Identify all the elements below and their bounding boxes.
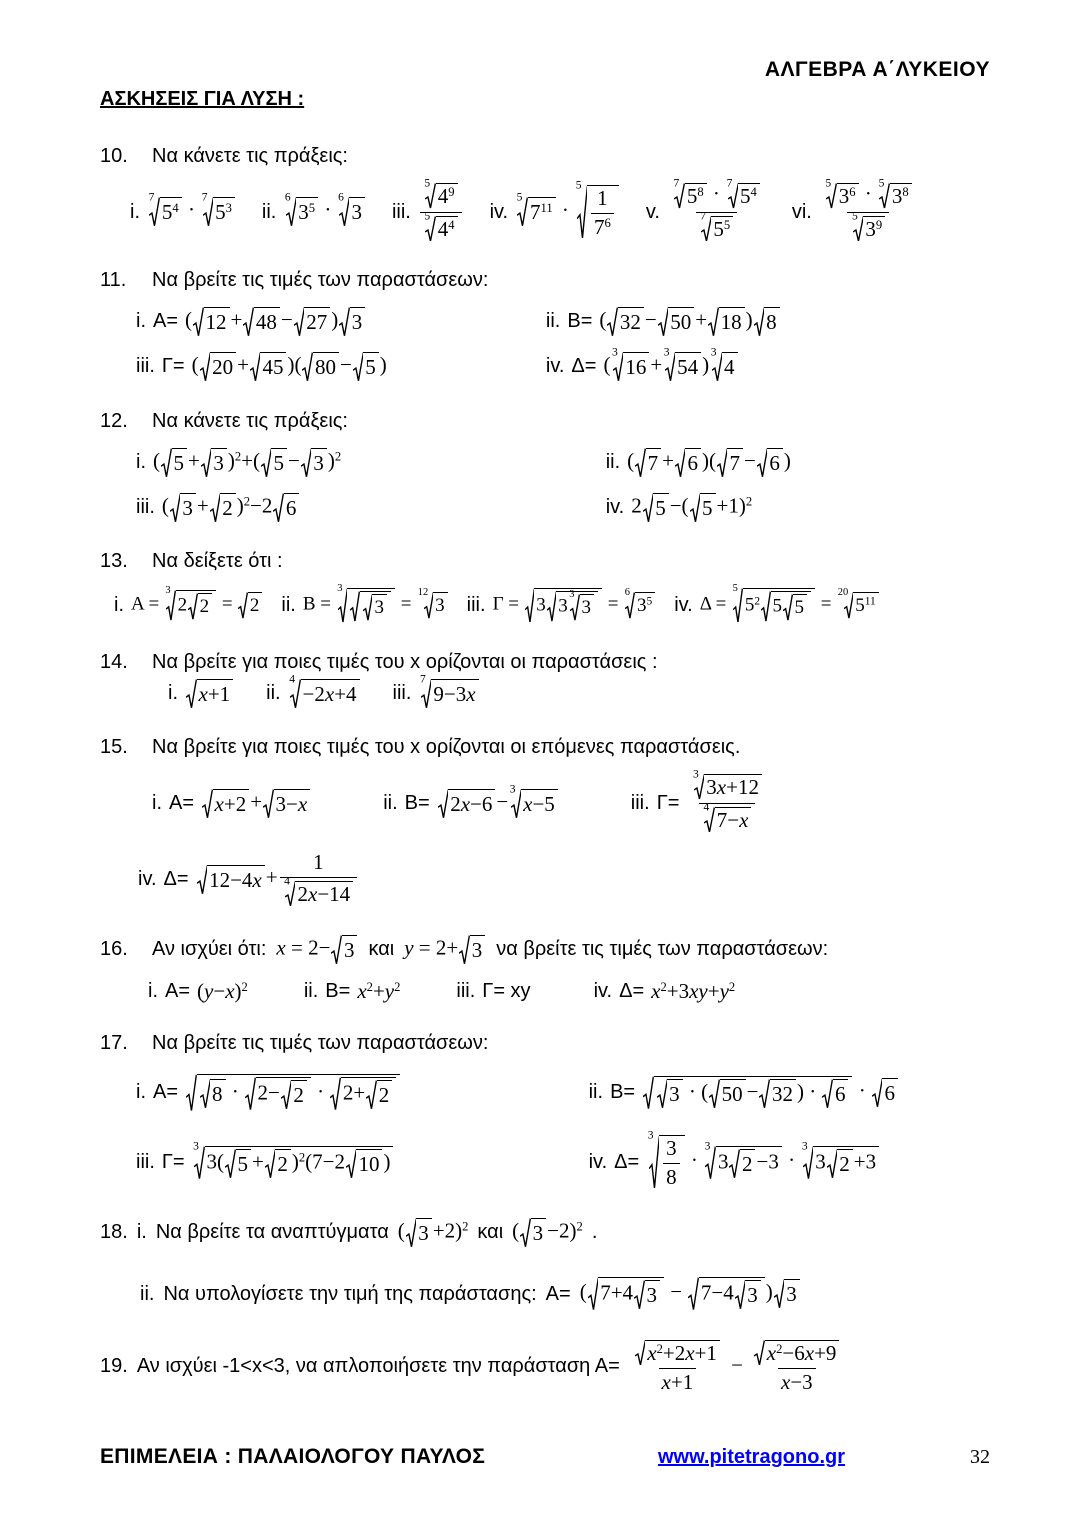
exercise-item [261,191,366,227]
item-formula: ( 7+4 3 − 7−4 3 ) 3 [580,1276,801,1311]
inline-formula: ( 3 +2)$^2$ [398,1217,469,1248]
item-prefix: B= [567,310,593,333]
exercise-item [546,306,990,337]
item-label: iii. [466,594,486,617]
item-formula: B = 3 3 = 12 3 [303,587,449,624]
exercise-item [588,1129,990,1190]
exercise-item [383,782,559,819]
item-label: i. [130,200,140,223]
item-label: iv. [605,496,625,519]
item-label: ii. [281,594,296,617]
item-formula: 3 3x+12 4 7−x [686,773,768,833]
exercise-item [136,492,606,523]
exercise-item [489,179,620,240]
exercise-number: 16. [100,938,128,961]
item-label: i. [136,310,146,333]
item-label: iv. [674,594,693,617]
item-label: ii. [261,200,277,223]
exercise-prompt: Να κάνετε τις πράξεις: [152,409,348,432]
item-prefix: Γ= [161,1150,185,1173]
item-formula: 7 9−3x [418,678,479,709]
item-prefix: Δ= [614,1150,640,1173]
exercise-item [168,678,234,709]
item-label: vi. [791,200,812,223]
item-label: iii. [136,496,155,519]
item-label: iii. [392,682,412,705]
item-label: iv. [593,979,613,1002]
item-prefix: Γ= [656,791,680,814]
item-label: v. [645,200,660,223]
exercise-number: 17. [100,1031,128,1054]
exercise-number: 11. [100,269,127,292]
exercise-prompt: Να βρείτε για ποιες τιμές του x ορίζονται οι παραστάσεις : [152,650,658,673]
item-prefix: Δ= [163,867,189,890]
item-label: ii. [266,682,281,705]
exercise-prompt: Να βρείτε τις τιμές των παραστάσεων: [152,269,489,292]
item-formula: 8 · 2− 2 · 2+ 2 [185,1073,401,1112]
item-prefix: Γ= xy [482,979,531,1002]
item-formula: 7 $5^4$ · 7 $5^3$ [147,196,236,227]
item-formula: $x^2+y^2$ [357,978,401,1003]
exercise-14 [100,651,990,709]
exercise-prompt: Να κάνετε τις πράξεις: [152,145,348,167]
item-formula: ( 32 − 50 + 18 ) 8 [599,306,780,337]
exercise-item [136,306,546,337]
item-formula: 5 $7^{11}$ · 5 $\frac{1}{7^6}$ [515,184,620,240]
item-label: ii. [588,1081,604,1103]
exercise-prompt: Να βρείτε τις τιμές των παραστάσεων: [152,1031,489,1054]
item-label: iii. [136,1150,155,1173]
exercise-13 [100,550,990,624]
exercise-12 [100,410,990,524]
item-formula: 3 · ( 50 − 32 ) · 6 · 6 [642,1075,899,1110]
item-label: i. [168,682,178,705]
exercise-number: 18. [100,1221,128,1244]
item-prefix: A= [153,1081,179,1103]
item-formula: 3 $\frac{3}{8}$ · 3 3 2 −3 · 3 3 2 +3 [646,1134,880,1190]
exercise-item [148,978,248,1005]
item-formula: A = 3 2 2 = 2 [131,589,263,622]
item-formula: 3 3( 5 + 2 )$^2$(7−2 10 ) [192,1145,395,1180]
item-prefix: Γ= [161,355,185,378]
item-formula: $\frac{x^2+2x+1}{x+1}$ − $\frac{x^2-6x+9}{x-3}$ [629,1339,846,1395]
item-prefix: A= [165,979,191,1002]
exercise-item [130,191,236,227]
exercise-prompt-part: Αν ισχύει ότι: [152,938,267,961]
item-formula: x+1 [185,678,234,709]
exercise-item [606,447,990,478]
exercise-item [645,177,766,242]
website-link[interactable]: www.pitetragono.gr [657,1445,845,1468]
inline-formula: x = 2− 3 [276,934,358,965]
exercise-prompt: Να υπολογίσετε την τιμή της παράστασης: [163,1282,537,1305]
item-formula: 2x−6 − 3 x−5 [437,788,559,819]
page-number: 32 [970,1445,990,1468]
item-prefix: Δ= [571,355,597,378]
exercise-item [281,583,448,624]
item-label: i. [136,1221,147,1244]
exercise-prompt-part: και [368,938,395,961]
exercise-number: 10. [100,145,128,167]
exercise-prompt: Να βρείτε τα αναπτύγματα [155,1221,389,1244]
exercise-prompt: Αν ισχύει -1<x<3, να απλοποιήσετε την παράσταση Α= [136,1355,620,1378]
exercise-item [266,673,360,709]
item-formula: ( 7 + 6 )( 7 − 6 ) [627,447,791,478]
item-formula: ( 12 + 48 − 27 ) 3 [185,306,366,337]
item-formula: Δ = 5 $5^2$ 5 5 = 20 $5^{11}$ [700,587,880,624]
section-title: ΑΣΚΗΣΕΙΣ ΓΙΑ ΛΥΣΗ : [100,88,305,110]
exercise-number: 12. [100,409,128,432]
credit-text: ΕΠΙΜΕΛΕΙΑ : ΠΑΛΑΙΟΛΟΓΟΥ ΠΑΥΛΟΣ [100,1445,486,1468]
exercise-prompt: Να δείξετε ότι : [152,550,283,573]
item-formula: x+2 + 3−x [201,788,311,819]
exercise-item [630,768,768,833]
item-prefix: A= [545,1282,571,1305]
exercise-prompt-part: να βρείτε τις τιμές των παραστάσεων: [496,938,829,961]
exercise-19 [100,1339,990,1395]
item-label: i. [114,594,124,617]
item-label: iv. [489,200,509,223]
item-formula: ( 3 16 + 3 54 ) 3 4 [603,351,738,382]
item-label: iii. [630,791,650,814]
item-label: iv. [588,1150,608,1173]
exercise-item [456,980,537,1003]
exercise-number: 14. [100,650,128,673]
item-prefix: A= [169,791,195,814]
item-formula: $(y-x)^2$ [197,978,248,1003]
course-title: ΑΛΓΕΒΡΑ Α΄ΛΥΚΕΙΟΥ [764,58,990,81]
item-label: ii. [383,791,398,814]
exercise-number: 13. [100,550,128,573]
item-label: iii. [456,979,476,1002]
exercise-10 [100,145,990,242]
item-label: i. [136,450,146,473]
item-label: ii. [140,1282,155,1305]
exercise-16 [100,934,990,1005]
item-label: iii. [391,200,411,223]
item-label: i. [148,979,158,1002]
exercise-item [594,978,736,1005]
item-label: ii. [303,979,319,1002]
exercise-item [136,351,546,382]
item-prefix: A= [153,310,179,333]
exercise-item [391,177,464,242]
item-formula: 5 $4^9$ 5 $4^4$ [418,182,464,242]
exercise-item [114,585,263,622]
item-label: iv. [545,355,565,378]
item-formula: 12−4x + 1 4 2x−14 [196,851,360,907]
page-footer [100,1445,990,1469]
item-label: iii. [136,355,155,378]
exercise-item [136,1139,589,1180]
item-label: i. [152,791,162,814]
exercise-item [545,346,990,382]
exercise-item [392,673,480,709]
item-prefix: B= [325,979,351,1002]
exercise-number: 15. [100,736,128,759]
exercise-item [136,447,606,478]
exercise-item [791,177,918,242]
inline-formula: y = 2+ 3 [404,934,486,965]
item-formula: ( 20 + 45 )( 80 − 5 ) [192,351,387,382]
exercise-item [467,587,657,624]
inline-formula: ( 3 −2)$^2$ [512,1217,583,1248]
item-formula: $x^2+3xy+y^2$ [651,978,736,1003]
item-label: i. [136,1081,146,1103]
exercise-item [589,1075,990,1110]
item-formula: Γ = 3 3 3 3 = 6 $3^5$ [493,587,657,624]
exercise-15 [100,736,990,907]
item-prefix: B= [610,1081,636,1103]
exercise-item [152,788,311,819]
exercise-18 [100,1217,990,1312]
item-formula: 5 $3^6$ · 5 $3^8$ 5 $3^9$ [819,182,918,242]
item-formula: 6 $3^5$ · 6 3 [283,196,366,227]
exercise-item [136,1073,589,1112]
item-label: iv. [138,867,157,890]
exercise-11 [100,269,990,383]
item-prefix: Δ= [619,979,645,1002]
item-formula: 4 −2x+4 [288,678,361,709]
item-label: ii. [605,450,621,473]
item-prefix: B= [404,791,430,814]
item-formula: 2 5 −( 5 +1)$^2$ [631,492,752,523]
exercise-prompt-part: και [477,1221,504,1244]
item-formula: ( 3 + 2 )$^2$−2 6 [162,492,300,523]
exercise-item [304,978,401,1005]
item-label: ii. [545,310,561,333]
item-formula: 7 $5^8$ · 7 $5^4$ 7 $5^5$ [667,182,766,242]
exercise-prompt-part: . [591,1221,598,1244]
exercise-number: 19. [100,1355,128,1378]
item-formula: ( 5 + 3 )$^2$+( 5 − 3 )$^2$ [153,447,341,478]
exercise-17 [100,1032,990,1190]
exercise-item [674,583,880,624]
exercise-item [138,851,359,907]
exercise-prompt: Να βρείτε για ποιες τιμές του x ορίζονται οι επόμενες παραστάσεις. [152,736,741,759]
exercise-item [606,492,990,523]
